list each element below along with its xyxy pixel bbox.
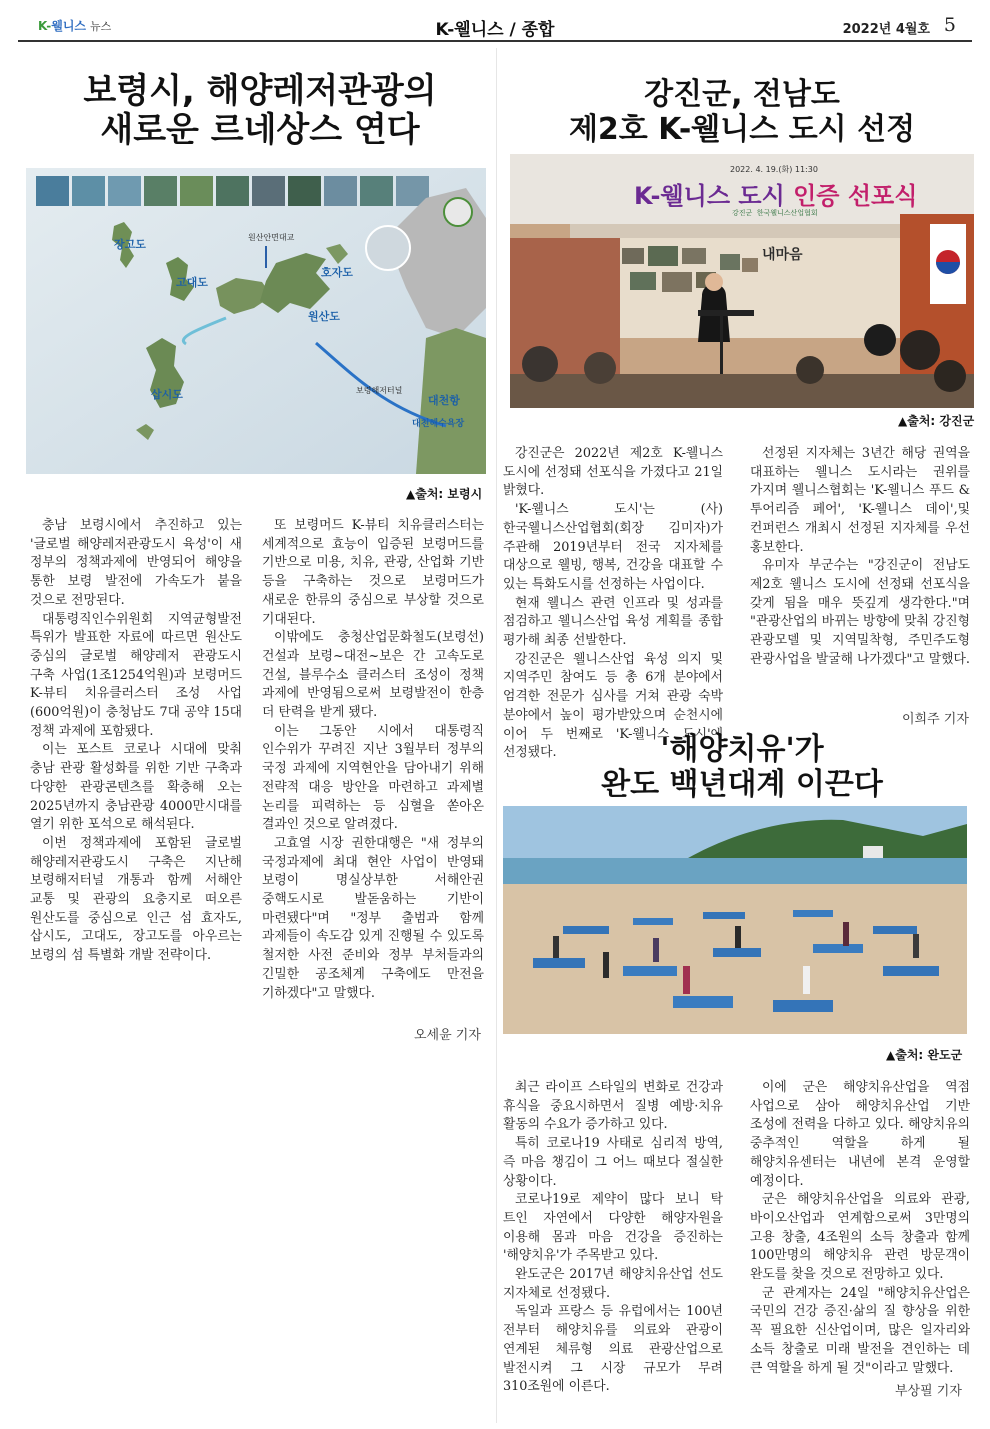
article3-col1: 최근 라이프 스타일의 변화로 건강과 휴식을 중요시하면서 질병 예방·치유 활동의 수요가 증가하고 있다. 특히 코로나19 사태로 심리적 방역, 즉 마음 챙김이 그 어느 때보다 절실한 상황이다. 코로나19로 제약이 많다 보니 탁 트인 자연에서 다양한 해양자원을 이용해 몸과 마음 건강을 증진하는 '해양치유'가 주목받고 있다. 완도군은 2017년 해양치유산업 선도 지자체로 선정됐다. 독일과 프랑스 등 유럽에서는 100년 전부터 해양치유를 의료와 관광이 연계된 체류형 의료 관광산업으로 발전시켜 그 시장 규모가 무려 310조원에 이른다. [503, 1080, 723, 1395]
wando-beach-photo [503, 806, 967, 1034]
wall-sign: 내마음 [762, 247, 803, 263]
article2-source: ▲출처: 강진군 [898, 414, 975, 428]
section-title: K-웰니스 / 종합 [435, 20, 555, 40]
column-divider [496, 48, 497, 1423]
banner-title: K-웰니스 도시 인증 선포식 [634, 182, 918, 210]
article3-source: ▲출처: 완도군 [886, 1048, 963, 1062]
article2-col2: 선정된 지자체는 3년간 해당 권역을 대표하는 웰니스 도시라는 권위를 가지며 웰니스협회는 'K-웰니스 푸드 & 투어리즘 페어', 'K-웰니스 데이',및 컨퍼런스 개최시 선정된 지자체를 우선 홍보한다. 유미자 부군수는 "강진군이 전남도 제2호 웰니스 도시에 선정돼 선포식을 갖게 됨을 매우 뜻깊게 생각한다."며 "관광산업의 바뀌는 방향에 맞춰 강진형 관광모델 및 지역밀착형, 주민주도형 관광사업을 발굴해 나가겠다"고 말했다. [750, 446, 970, 667]
article3-byline: 부상필 기자 [895, 1384, 962, 1399]
label-jangdo: 장고도 [114, 238, 146, 251]
article3-col2: 이에 군은 해양치유산업을 역점 사업으로 삼아 해양치유산업 기반 조성에 전력을 다하고 있다. 해양치유의 중추적인 역할을 하게 될 해양치유센터는 내년에 본격 운영할 예정이다. 군은 해양치유산업을 의료와 관광, 바이오산업과 연계함으로써 3만명의 고용 창출, 4조원의 소득 창출과 함께 100만명의 해양치유 관련 방문객이 완도를 찾을 것으로 전망하고 있다. 군 관계자는 24일 "해양치유산업은 국민의 건강 증진·삶의 질 향상을 위한 꼭 필요한 신산업이며, 많은 일자리와 소득 창출로 미래 발전을 견인하는 데 큰 역할을 하게 될 것"이라고 말했다. [750, 1080, 970, 1376]
boryeong-map-image [26, 168, 486, 474]
article2-title: 강진군, 전남도 제2호 K-웰니스 도시 선정 [568, 77, 916, 147]
thumbnail-strip [36, 176, 429, 206]
article1-col1: 충남 보령시에서 추진하고 있는 '글로벌 해양레저관광도시 육성'이 새 정부의 정책과제에 반영되어 해양을 통한 보령 발전에 가속도가 붙을 것으로 전망된다. 대통령직인수위원회 지역균형발전 특위가 발표한 자료에 따르면 원산도 중심의 글로벌 해양레저 관광도시 구축 사업(1조1254억원)과 보령머드 K-뷰티 치유클러스터 조성 사업(600억원)이 충청남도 7대 공약 15대 정책 과제에 포함됐다. 이는 포스트 코로나 시대에 맞춰 충남 관광 활성화를 위한 기반 구축과 다양한 관광콘텐츠를 확충해 오는 2025년까지 충남관광 4000만시대를 열기 위한 포석으로 해석된다. 이번 정책과제에 포함된 글로벌 해양레저관광도시 구축은 지난해 보령해저터널 개통과 함께 서해안 교통 및 관광의 요충지로 떠오른 원산도를 중심으로 인근 섬 효자도, 삽시도, 고대도, 장고도를 아우르는 보령의 섬 특별화 개발 전략이다. [30, 518, 242, 964]
article1-source: ▲출처: 보령시 [406, 487, 483, 501]
label-godo: 고대도 [176, 276, 208, 289]
label-yukgil: 대천해수욕장 [412, 419, 465, 429]
label-bridge: 원산안면대교 [248, 233, 295, 242]
gangjin-ceremony-photo [510, 154, 974, 408]
page-number: 5 [943, 14, 956, 36]
label-daecheon: 대천항 [428, 394, 460, 407]
label-wonsan: 원산도 [308, 310, 340, 323]
label-tunnel: 보령해저터널 [356, 386, 403, 395]
article1-byline: 오세윤 기자 [414, 1028, 481, 1043]
label-hojado: 호자도 [321, 266, 353, 279]
article2-byline: 이희주 기자 [902, 712, 969, 727]
article1-col2: 또 보령머드 K-뷰티 치유클러스터는 세계적으로 효능이 입증된 보령머드를 기반으로 미용, 치유, 관광, 산업화 기반 등을 구축하는 것으로 보령머드가 새로운 한류의 중심으로 부상할 것으로 기대된다. 이밖에도 충청산업문화철도(보령선) 건설과 보령~대전~보은 간 고속도로 건설, 블루수소 클러스터 조성이 정책 과제에 반영됨으로써 보령발전이 한층 더 탄력을 받게 됐다. 이는 그동안 시에서 대통령직 인수위가 꾸려진 지난 3월부터 정부의 국정 과제에 지역현안을 담아내기 위해 전략적 대응 방안을 마련하고 과제별 논리를 피력하는 등 심혈을 쏟아온 결과인 것으로 알려졌다. 고효열 시장 권한대행은 "새 정부의 국정과제에 최대 현안 사업이 반영돼 보령이 명실상부한 서해안권 중핵도시로 발돋움하는 기반이 마련됐다"며 "정부 출범과 함께 과제들이 속도감 있게 진행될 수 있도록 철저한 사전 준비와 정부 부처들과의 긴밀한 공조체계 구축에도 만전을 기하겠다"고 말했다. [262, 518, 484, 1001]
page-header [18, 14, 972, 42]
article2-col1: 강진군은 2022년 제2호 K-웰니스 도시에 선정돼 선포식을 가졌다고 21일 밝혔다. 'K-웰니스 도시'는 (사)한국웰니스산업협회(회장 김미자)가 주관해 2019년부터 전국 지자체를 대상으로 웰빙, 행복, 건강을 대표할 수 있는 특화도시를 선정하는 사업이다. 현재 웰니스 관련 인프라 및 성과를 점검하고 웰니스산업 육성 계획를 종합 평가해 최종 선발한다. 강진군은 웰니스산업 육성 의지 및 지역주민 참여도 등 총 6개 분야에서 엄격한 전문가 심사를 거쳐 관광 숙박 분야에서 높이 평가받았으며 순천시에 이어 두 번째로 'K-웰니스 도시'에 선정됐다. [503, 446, 723, 761]
logo: K-웰니스 뉴스 [38, 19, 112, 33]
label-sapsi: 삽시도 [151, 388, 183, 401]
banner-orgs: 강진군 한국웰니스산업협회 [732, 209, 818, 217]
article3-title: '해양치유'가 완도 백년대계 이끈다 [601, 732, 883, 802]
article1-title: 보령시, 해양레저관광의 새로운 르네상스 연다 [83, 71, 437, 151]
banner-date: 2022. 4. 19.(화) 11:30 [730, 165, 818, 174]
issue-date: 2022년 4월호 [842, 22, 930, 37]
